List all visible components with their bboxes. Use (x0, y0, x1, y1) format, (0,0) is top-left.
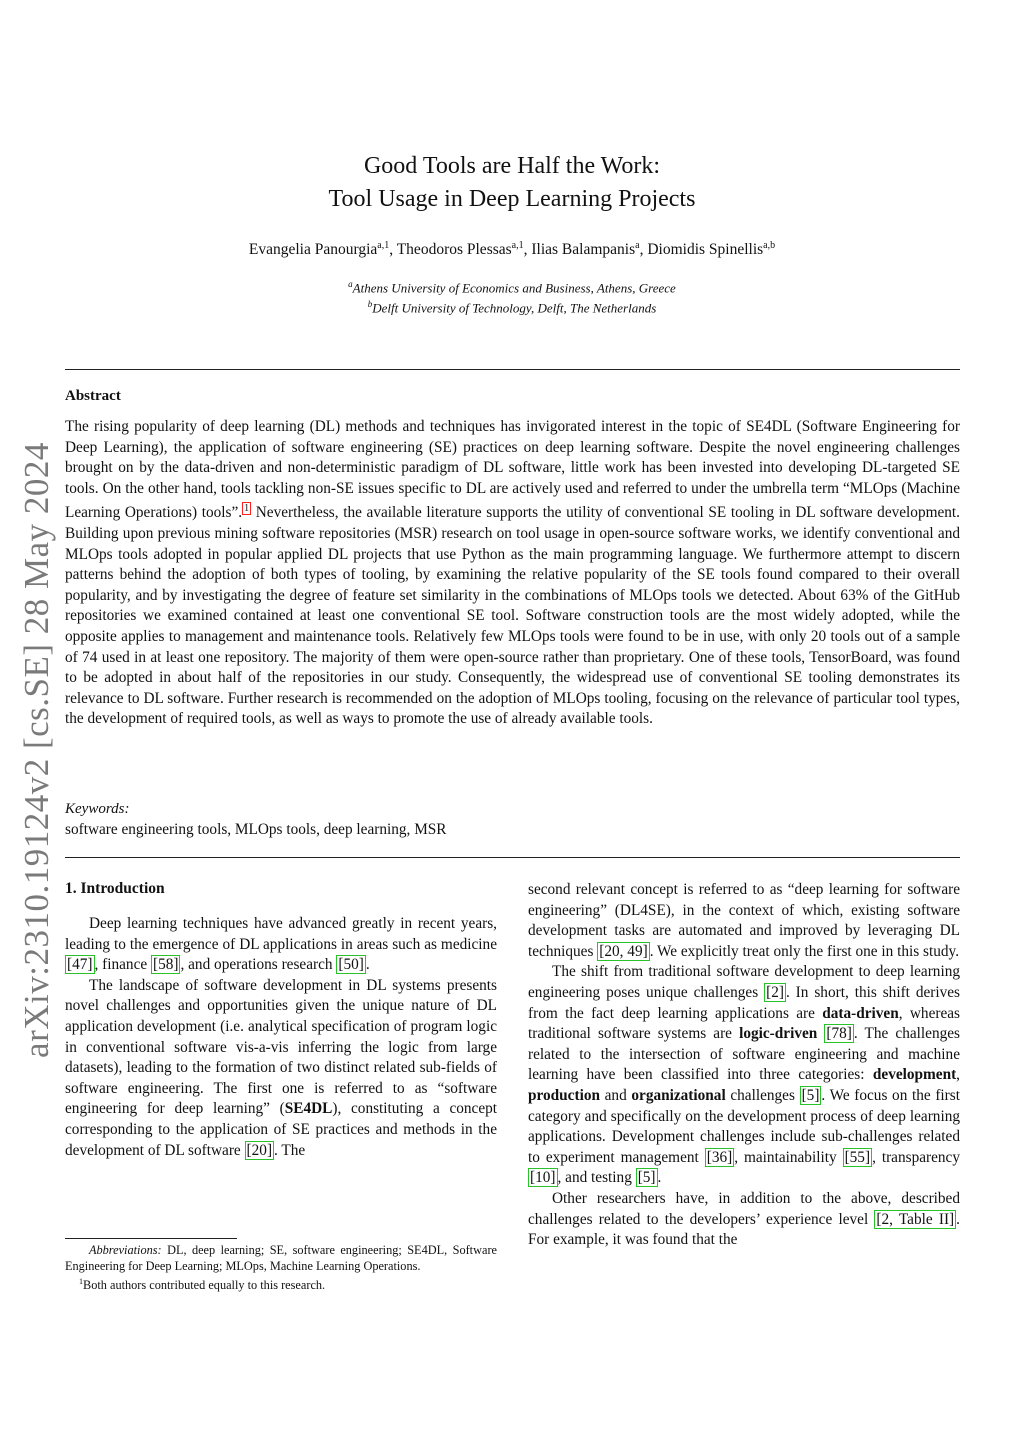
paragraph: Deep learning techniques have advanced greatly in recent years, leading to the emergence of DL applications in areas such as medicine [47] , finance [58] , and operations research [50] . (65, 915, 497, 974)
citation-link[interactable]: [55] (844, 1148, 871, 1166)
citation-link[interactable]: [2, Table II] (876, 1210, 955, 1228)
citation-link[interactable]: [50] (338, 956, 364, 974)
citation-link[interactable]: [78] (826, 1025, 852, 1043)
citation-link[interactable]: [20, 49] (599, 942, 648, 960)
citation-link[interactable]: [58] (152, 956, 179, 974)
abbreviations-footnote: Abbreviations: DL, deep learning; SE, software engineering; SE4DL, Software Engineering for Deep Learning; MLOps, Machine Learning Operations. (65, 1243, 497, 1273)
top-rule (65, 369, 960, 370)
paragraph: The landscape of software development in DL systems presents novel challenges and opportunities given the unique nature of DL application development (i.e. analytical specification of program logic in conventional software vis-a-vis inferring the logic from large datasets), leading to the formation of two distinct related sub-fields of software engineering. The first one is referred to as “software engineering for deep learning” (SE4DL), constituting a concept corresponding to the application of SE practices and methods in the development of DL software [20] . The (65, 976, 498, 1159)
citation-link[interactable]: [2] (766, 983, 784, 1001)
author-name: Diomidis Spinellis (647, 241, 764, 259)
title-line-2: Tool Usage in Deep Learning Projects (328, 186, 696, 212)
paragraph: Other researchers have, in addition to the above, described challenges related to the developers’ experience level [2, Table II] . For example, it was found that the (528, 1189, 960, 1249)
author-sup: a,1 (511, 240, 524, 251)
abstract-text: The rising popularity of deep learning (DL) methods and techniques has invigorated interest in the topic of SE4DL (Software Engineering for Deep Learning), the application of software engineering (SE) practices on deep learning software. Despite the novel engineering challenges brought on by the data-driven and non-deterministic paradigm of DL software, little work has been invested into developing DL-targeted SE tools. On the other hand, tools tackling non-SE issues specific to DL are actively used and referred to under the umbrella term “MLOps (Machine Learning Operations) tools”. $^1$ Nevertheless, the available literature supports the utility of conventional SE tooling in DL software development. Building upon previous mining software repositories (MSR) research on tool usage in open-source software works, we identify conventional and MLOps tools adopted in popular applied DL projects that use Python as the main programming language. We furthermore attempt to discern patterns behind the adoption of both types of tooling, by examining the relative popularity of the SE tools found compared to their overall popularity, and by investigating the degree of feature set similarity in the combinations of MLOps tools we detected. About 63% of the GitHub repositories we examined contained at least one conventional SE tool. Software construction tools are the most widely adopted, while the opposite applies to management and maintenance tools. Relatively few MLOps tools were found to be in use, with only 20 tools out of a sample of 74 used in at least one repository. The majority of them were open-source rather than proprietary. One of these tools, TensorBoard, was found to be adopted in about half of the repositories in our study. Consequently, the widespread use of conventional SE tooling demonstrates its relevance to DL software. Further research is recommended on the adoption of MLOps tooling, focusing on the relevance of particular tool types, the development of required tools, as well as ways to promote the use of already available tools. (65, 418, 961, 728)
footnote-link[interactable]: 1 (244, 503, 250, 515)
section-heading-introduction: 1. Introduction (65, 880, 165, 897)
paper-title (0, 150, 1024, 216)
equal-contribution-footnote: $^1$Both authors contributed equally to this research. (79, 1277, 326, 1293)
affiliation-b: $^b$Delft University of Technology, Delft, The Netherlands (367, 299, 657, 316)
arxiv-side-stamp (12, 440, 62, 1060)
citation-link[interactable]: [10] (530, 1169, 556, 1187)
keywords-label: Keywords: (65, 801, 130, 817)
affiliations (0, 276, 1024, 317)
paragraph: second relevant concept is referred to as “deep learning for software engineering” (DL4SE), in the context of which, existing software development tasks are automated and improved by leveraging DL techniques [20, 49] . We explicitly treat only the first one in this study. (528, 881, 960, 960)
author-name: Ilias Balampanis (531, 241, 636, 259)
author-sup: a,b (763, 240, 776, 251)
author-list: Evangelia Panourgia$^{a,1}$, Theodoros Plessas$^{a,1}$, Ilias Balampanis$^a$, Diomidis Spinellis$^{a,b}$ (248, 240, 776, 259)
author-sup: a (635, 240, 640, 251)
footnote-rule (65, 1238, 237, 1239)
paragraph: The shift from traditional software development to deep learning engineering poses unique challenges [2] . In short, this shift derives from the fact deep learning applications are data-driven, whereas traditional software systems are logic-driven [78] . The challenges related to the intersection of software engineering and machine learning have been classified into three categories: development, production and organizational challenges [5] . We focus on the first category and specifically on the development process of deep learning applications. Development challenges include sub-challenges related to experiment management [36] , maintainability [55] , transparency [10] , and testing [5] . (528, 963, 961, 1187)
citation-link[interactable]: [5] (637, 1169, 656, 1187)
keywords-text: software engineering tools, MLOps tools, deep learning, MSR (65, 821, 447, 838)
title-line-1: Good Tools are Half the Work: (363, 153, 661, 179)
footnotes (65, 1243, 497, 1294)
citation-link[interactable]: [5] (801, 1086, 820, 1104)
citation-link[interactable]: [47] (67, 956, 93, 974)
bottom-rule (65, 857, 960, 858)
author-sup: a,1 (377, 240, 390, 251)
left-column (65, 914, 497, 1161)
citation-link[interactable]: [36] (706, 1148, 733, 1166)
right-column (528, 880, 960, 1251)
author-name: Theodoros Plessas (396, 241, 512, 259)
affiliation-a: $^a$Athens University of Economics and Business, Athens, Greece (348, 279, 676, 296)
abstract-heading: Abstract (65, 388, 121, 404)
arxiv-identifier: arXiv:2310.19124v2 [cs.SE] 28 May 2024 (17, 442, 57, 1058)
author-name: Evangelia Panourgia (248, 241, 378, 259)
citation-link[interactable]: [20] (246, 1141, 273, 1159)
